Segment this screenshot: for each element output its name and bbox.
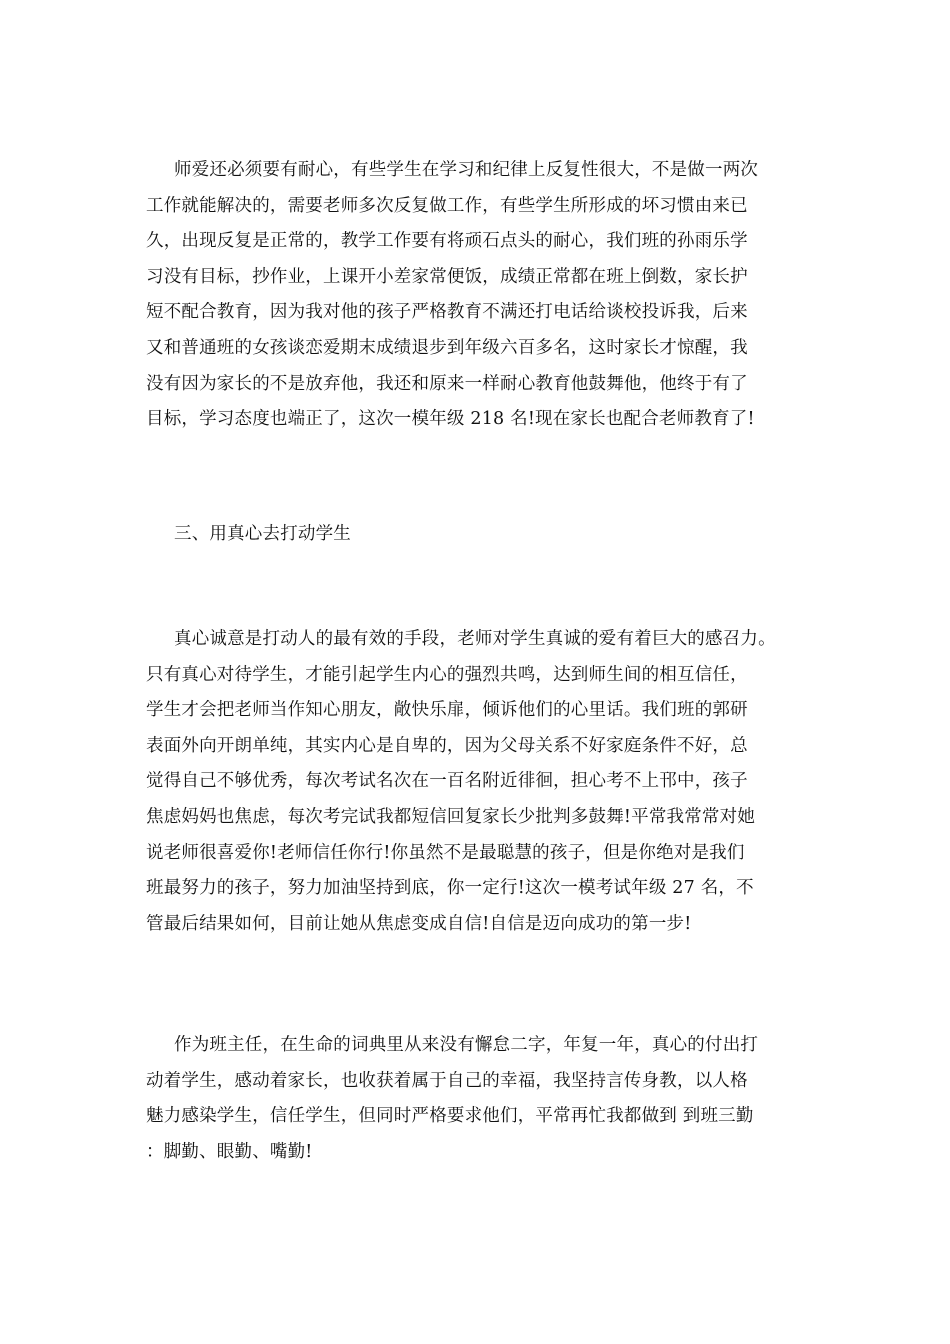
text-line: 真心诚意是打动人的最有效的手段，老师对学生真诚的爱有着巨大的感召力。 [174, 629, 776, 649]
paragraph-sincerity [146, 622, 826, 942]
section-heading-text: 三、用真心去打动学生 [174, 524, 351, 544]
text-line: 没有因为家长的不是放弃他，我还和原来一样耐心教育他鼓舞他，他终于有了 [146, 373, 748, 394]
text-line: 学生才会把老师当作知心朋友，敞快乐扉，倾诉他们的心里话。我们班的郭研 [146, 700, 748, 721]
paragraph-class-teacher [146, 1028, 826, 1170]
text-line: 管最后结果如何，目前让她从焦虑变成自信!自信是迈向成功的第一步! [146, 913, 692, 934]
text-line: 只有真心对待学生，才能引起学生内心的强烈共鸣，达到师生间的相互信任， [146, 664, 748, 685]
text-line: 觉得自己不够优秀，每次考试名次在一百名附近徘徊，担心考不上邗中，孩子 [146, 771, 748, 792]
text-line: 久，出现反复是正常的，教学工作要有将顽石点头的耐心，我们班的孙雨乐学 [146, 231, 748, 252]
text-line: 魅力感染学生，信任学生，但同时严格要求他们，平常再忙我都做到 到班三勤 [146, 1106, 754, 1127]
text-line: ：脚勤、眼勤、嘴勤! [146, 1141, 313, 1162]
text-line: 短不配合教育，因为我对他的孩子严格教育不满还打电话给谈校投诉我，后来 [146, 302, 748, 323]
text-line: 习没有目标，抄作业，上课开小差家常便饭，成绩正常都在班上倒数，家长护 [146, 266, 748, 287]
section-heading [146, 517, 826, 553]
text-line: 班最努力的孩子，努力加油坚持到底，你一定行!这次一模考试年级 27 名，不 [146, 878, 754, 899]
paragraph-patience [146, 153, 826, 438]
text-line: 又和普通班的女孩谈恋爱期末成绩退步到年级六百多名，这时家长才惊醒，我 [146, 337, 748, 358]
text-line: 师爱还必须要有耐心，有些学生在学习和纪律上反复性很大，不是做一两次 [174, 160, 759, 180]
text-line: 焦虑妈妈也焦虑，每次考完试我都短信回复家长少批判多鼓舞!平常我常常对她 [146, 806, 756, 827]
text-line: 目标，学习态度也端正了，这次一模年级 218 名!现在家长也配合老师教育了! [146, 409, 755, 430]
text-line: 动着学生，感动着家长，也收获着属于自己的幸福，我坚持言传身教，以人格 [146, 1070, 748, 1091]
text-line: 表面外向开朗单纯，其实内心是自卑的，因为父母关系不好家庭条件不好，总 [146, 735, 748, 756]
text-line: 说老师很喜爱你!老师信任你行!你虽然不是最聪慧的孩子，但是你绝对是我们 [146, 842, 745, 863]
text-line: 工作就能解决的，需要老师多次反复做工作，有些学生所形成的坏习惯由来已 [146, 195, 748, 216]
text-line: 作为班主任，在生命的词典里从来没有懈怠二字，年复一年，真心的付出打 [174, 1035, 759, 1055]
